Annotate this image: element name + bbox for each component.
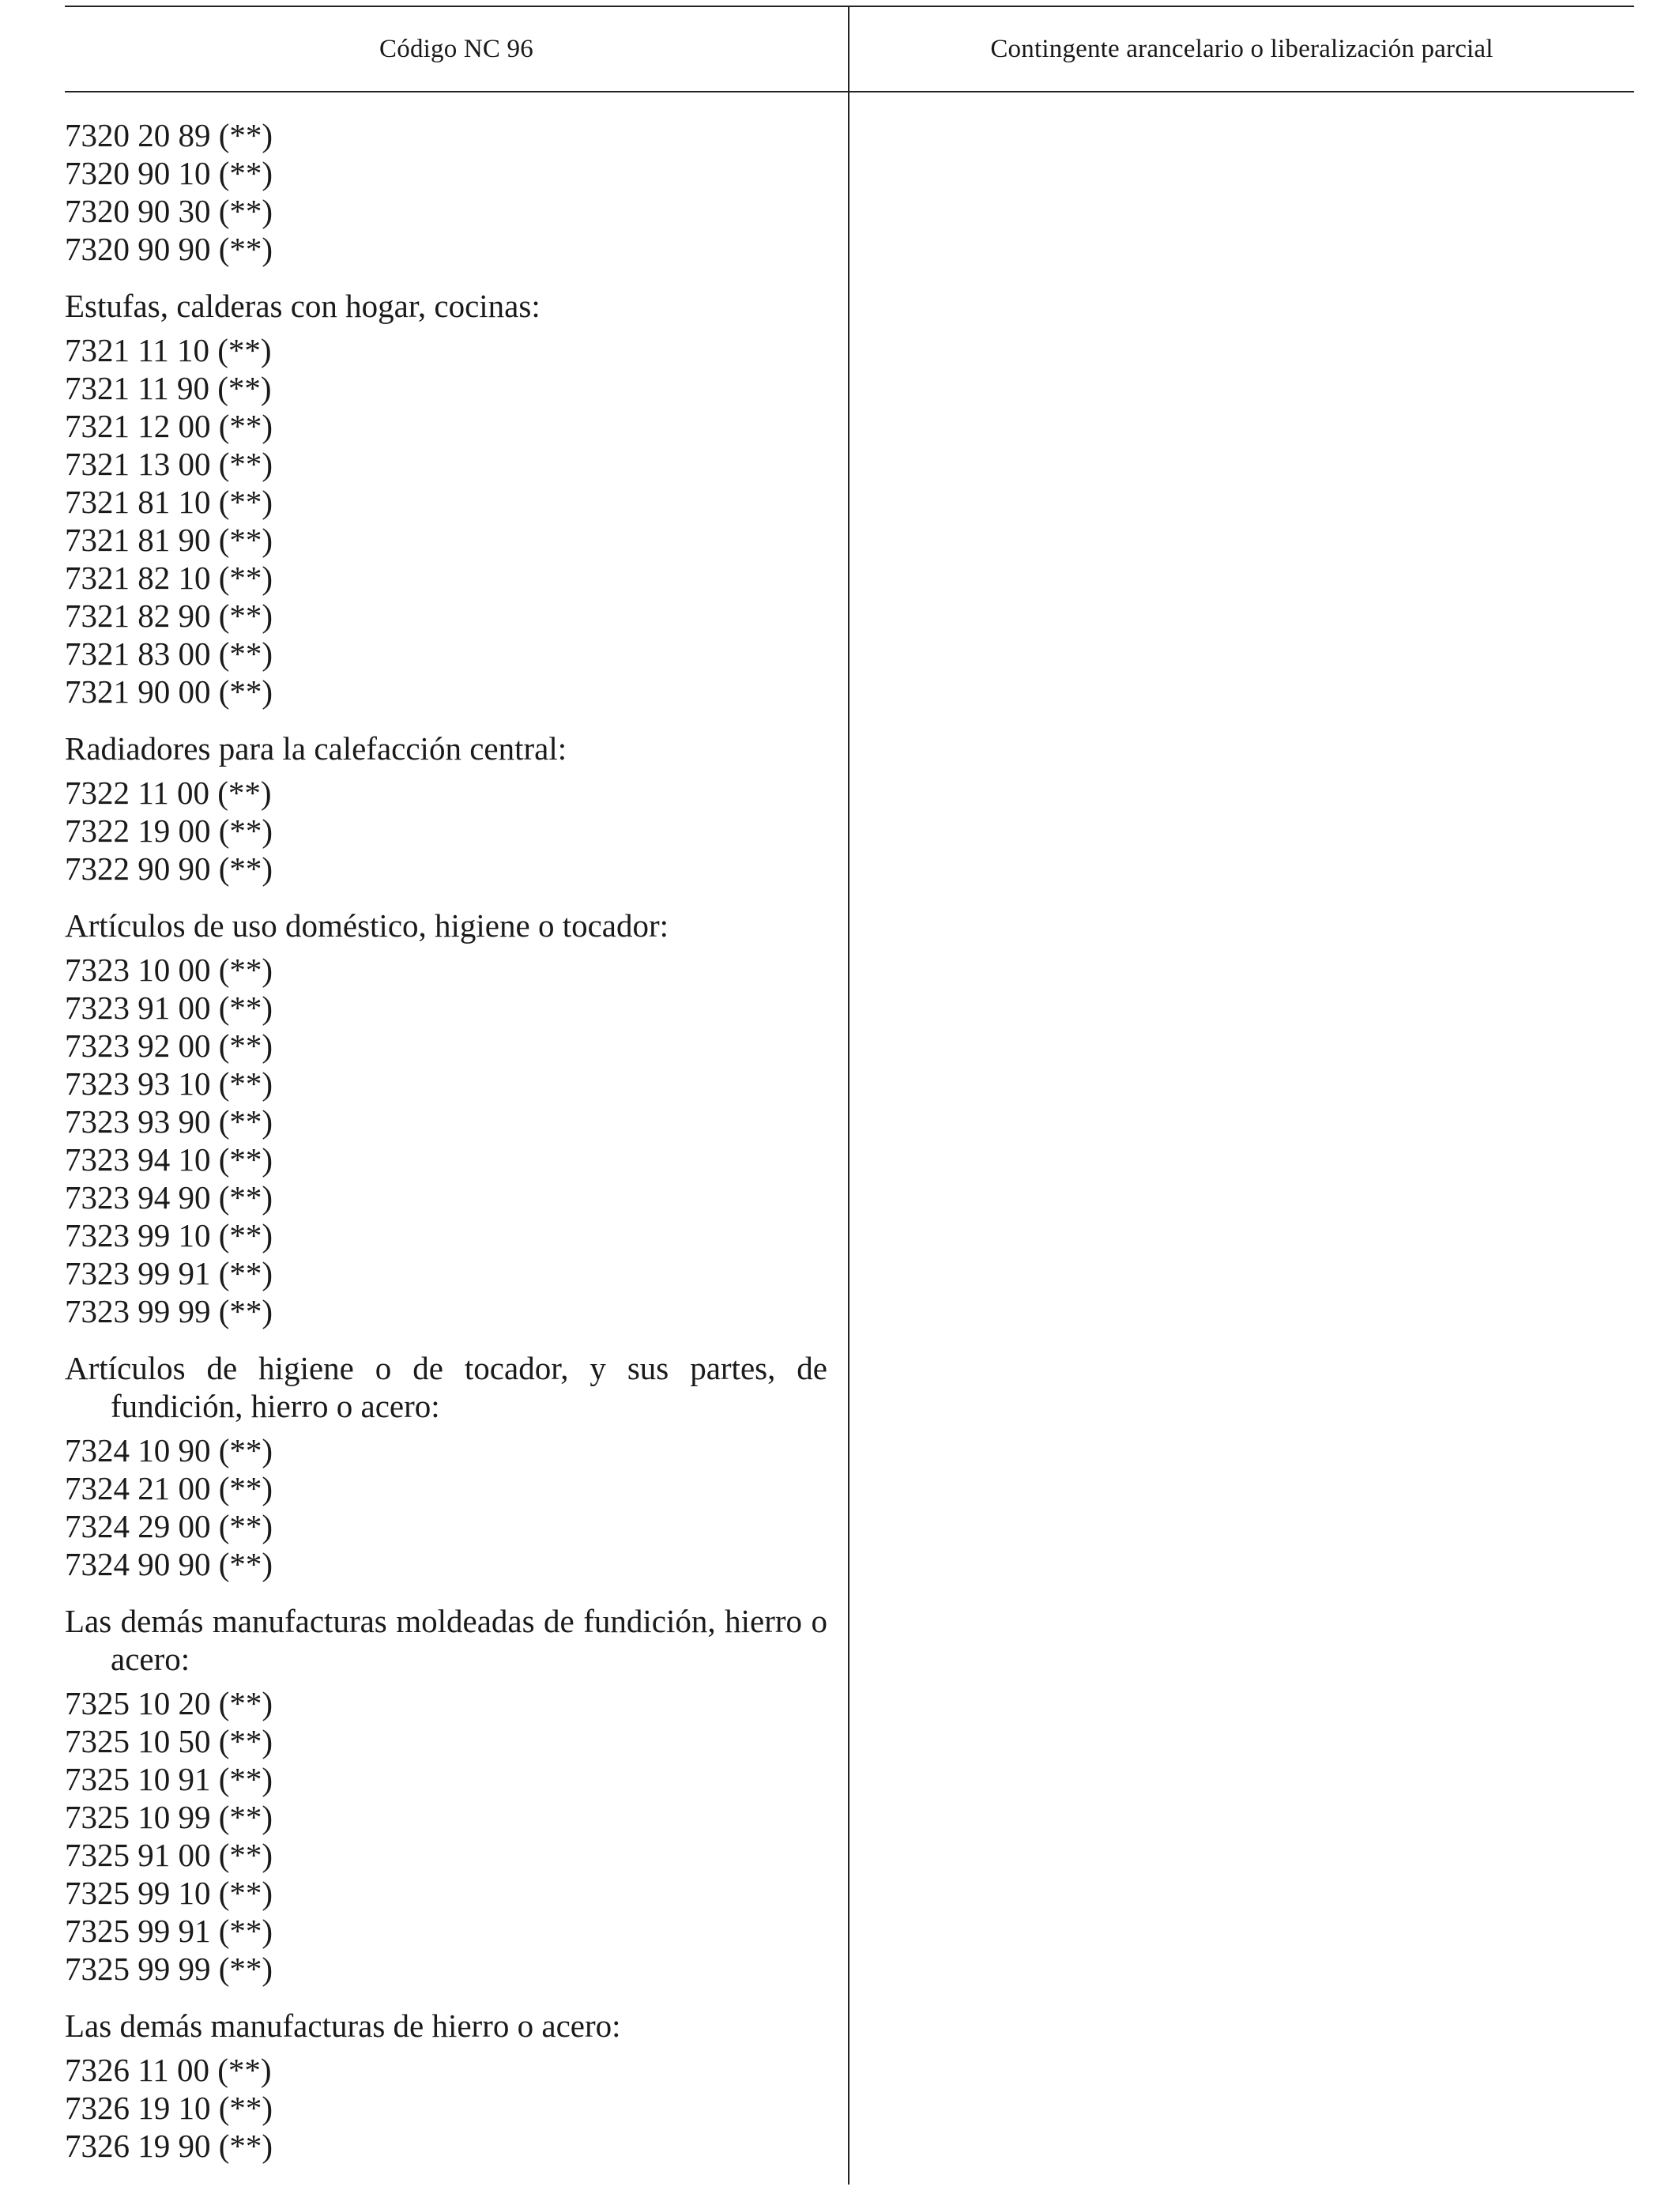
- nc-code: 7325 10 20 (**): [65, 1685, 273, 1721]
- tariff-table: [65, 6, 1634, 2188]
- group-heading: Las demás manufacturas moldeadas de fundición, hierro o acero:: [65, 1603, 827, 1677]
- nc-code: 7322 90 90 (**): [65, 850, 273, 887]
- code-group: [65, 116, 827, 268]
- nc-code: 7321 12 00 (**): [65, 408, 273, 444]
- nc-code: 7323 94 10 (**): [65, 1141, 273, 1178]
- nc-code: 7325 99 91 (**): [65, 1913, 273, 1949]
- nc-code: 7321 11 90 (**): [65, 370, 272, 406]
- nc-code: 7321 82 10 (**): [65, 560, 273, 596]
- nc-code: 7325 91 00 (**): [65, 1837, 273, 1873]
- nc-code: 7321 83 00 (**): [65, 635, 273, 672]
- nc-code: 7321 90 00 (**): [65, 673, 273, 710]
- nc-code: 7326 19 90 (**): [65, 2128, 273, 2164]
- code-group: [65, 2007, 827, 2165]
- code-group: [65, 729, 827, 888]
- nc-code: 7323 94 90 (**): [65, 1179, 273, 1216]
- group-heading: Estufas, calderas con hogar, cocinas:: [65, 288, 541, 324]
- code-group: [65, 1349, 827, 1583]
- nc-code: 7326 19 10 (**): [65, 2090, 273, 2126]
- group-heading: Artículos de uso doméstico, higiene o tocador:: [65, 907, 669, 944]
- nc-code: 7323 92 00 (**): [65, 1027, 273, 1064]
- column-header-quota: Contingente arancelario o liberalización parcial: [990, 34, 1494, 63]
- nc-code: 7321 81 10 (**): [65, 484, 273, 520]
- nc-code: 7323 93 90 (**): [65, 1103, 273, 1140]
- nc-code: 7323 10 00 (**): [65, 952, 273, 988]
- nc-code: 7324 29 00 (**): [65, 1508, 273, 1544]
- nc-code: 7321 82 90 (**): [65, 598, 273, 634]
- nc-code: 7323 99 99 (**): [65, 1293, 273, 1329]
- nc-code: 7321 11 10 (**): [65, 332, 272, 368]
- nc-code: 7320 90 30 (**): [65, 193, 273, 229]
- nc-code: 7325 99 99 (**): [65, 1951, 273, 1987]
- code-group: [65, 1602, 827, 1988]
- column-divider: [848, 7, 849, 2185]
- nc-code: 7323 99 10 (**): [65, 1217, 273, 1253]
- nc-code: 7322 19 00 (**): [65, 812, 273, 849]
- code-list: [65, 116, 827, 2184]
- nc-code: 7323 91 00 (**): [65, 990, 273, 1026]
- nc-code: 7320 90 10 (**): [65, 155, 273, 191]
- nc-code: 7321 13 00 (**): [65, 446, 273, 482]
- nc-code: 7320 90 90 (**): [65, 231, 273, 267]
- group-heading: Radiadores para la calefacción central:: [65, 730, 567, 767]
- nc-code: 7323 99 91 (**): [65, 1255, 273, 1291]
- nc-code: 7321 81 90 (**): [65, 522, 273, 558]
- nc-code: 7324 90 90 (**): [65, 1546, 273, 1582]
- column-header-code: Código NC 96: [379, 34, 533, 63]
- code-group: [65, 287, 827, 711]
- group-heading: Artículos de higiene o de tocador, y sus partes, de fundición, hierro o acero:: [65, 1350, 827, 1424]
- code-group: [65, 907, 827, 1330]
- nc-code: 7325 10 50 (**): [65, 1723, 273, 1759]
- nc-code: 7320 20 89 (**): [65, 117, 273, 153]
- nc-code: 7325 10 99 (**): [65, 1799, 273, 1835]
- nc-code: 7324 10 90 (**): [65, 1432, 273, 1468]
- nc-code: 7325 10 91 (**): [65, 1761, 273, 1797]
- nc-code: 7324 21 00 (**): [65, 1470, 273, 1506]
- group-heading: Las demás manufacturas de hierro o acero:: [65, 2007, 621, 2044]
- table-header: [65, 7, 1634, 92]
- nc-code: 7322 11 00 (**): [65, 775, 272, 811]
- nc-code: 7323 93 10 (**): [65, 1065, 273, 1102]
- nc-code: 7326 11 00 (**): [65, 2052, 272, 2088]
- nc-code: 7325 99 10 (**): [65, 1875, 273, 1911]
